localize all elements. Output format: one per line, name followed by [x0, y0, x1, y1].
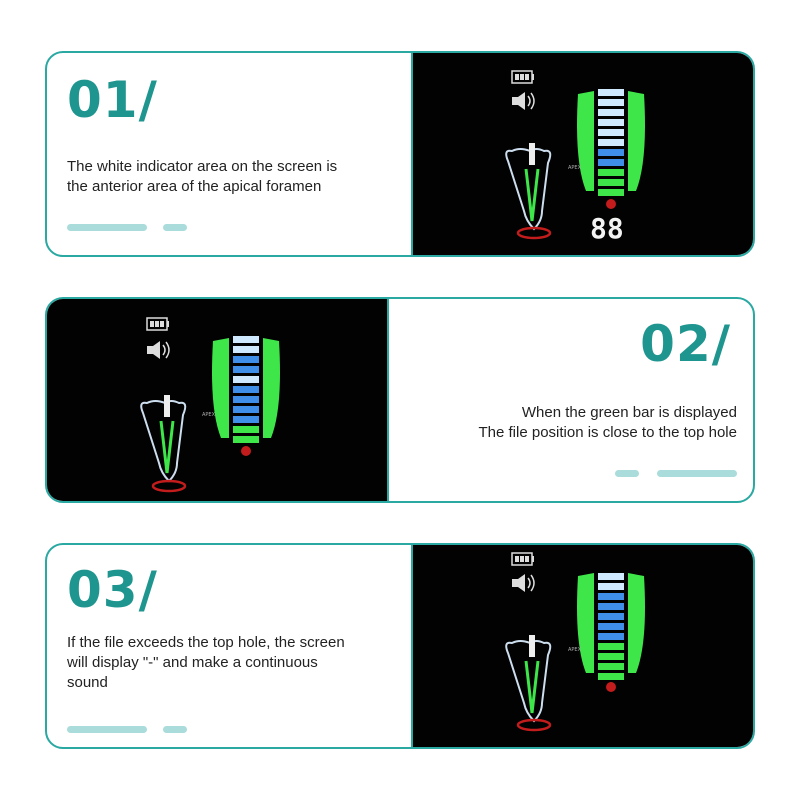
description-line: will display "-" and make a continuous — [67, 654, 318, 671]
step-description — [67, 633, 345, 693]
decorative-bar — [657, 470, 737, 477]
description-line: When the green bar is displayed — [521, 404, 737, 421]
step-card-2 — [45, 297, 755, 503]
card-text-panel — [389, 299, 753, 501]
device-screen — [411, 53, 753, 255]
apex-label: APEX — [202, 412, 216, 418]
decorative-bar — [67, 224, 147, 231]
apex-label: APEX — [568, 647, 582, 653]
battery-icon — [147, 318, 169, 330]
speaker-icon — [512, 92, 534, 110]
step-card-3 — [45, 543, 755, 749]
step-card-1 — [45, 51, 755, 257]
decorative-bar — [163, 224, 187, 231]
description-line: The white indicator area on the screen is — [67, 158, 338, 175]
step-number: 01/ — [67, 71, 158, 129]
description-line: the anterior area of the apical foramen — [67, 178, 322, 195]
device-screen — [47, 299, 389, 501]
decorative-bar — [163, 726, 187, 733]
step-number: 02/ — [640, 315, 731, 373]
indicator-segments — [233, 336, 259, 443]
speaker-icon — [512, 574, 534, 592]
tooth-icon — [141, 395, 185, 491]
screen-graphic — [47, 299, 387, 503]
decorative-bar — [615, 470, 639, 477]
battery-icon — [512, 553, 534, 565]
card-text-panel — [47, 53, 411, 255]
step-description — [479, 403, 738, 443]
description-line: The file position is close to the top hole — [478, 424, 737, 441]
indicator-segments — [598, 573, 624, 680]
indicator-segments — [598, 89, 624, 196]
step-description — [67, 157, 337, 197]
description-line: sound — [67, 674, 108, 691]
device-screen — [411, 545, 753, 747]
digit-display: 88 — [590, 212, 624, 245]
step-number: 03/ — [67, 561, 158, 619]
decorative-bar — [67, 726, 147, 733]
tooth-icon — [506, 143, 550, 238]
screen-graphic — [413, 53, 753, 257]
card-text-panel — [47, 545, 411, 747]
description-line: If the file exceeds the top hole, the screen — [67, 634, 345, 651]
apex-label: APEX — [568, 165, 582, 171]
battery-icon — [512, 71, 534, 83]
tooth-icon — [506, 635, 550, 730]
speaker-icon — [147, 341, 169, 359]
screen-graphic — [413, 545, 753, 749]
